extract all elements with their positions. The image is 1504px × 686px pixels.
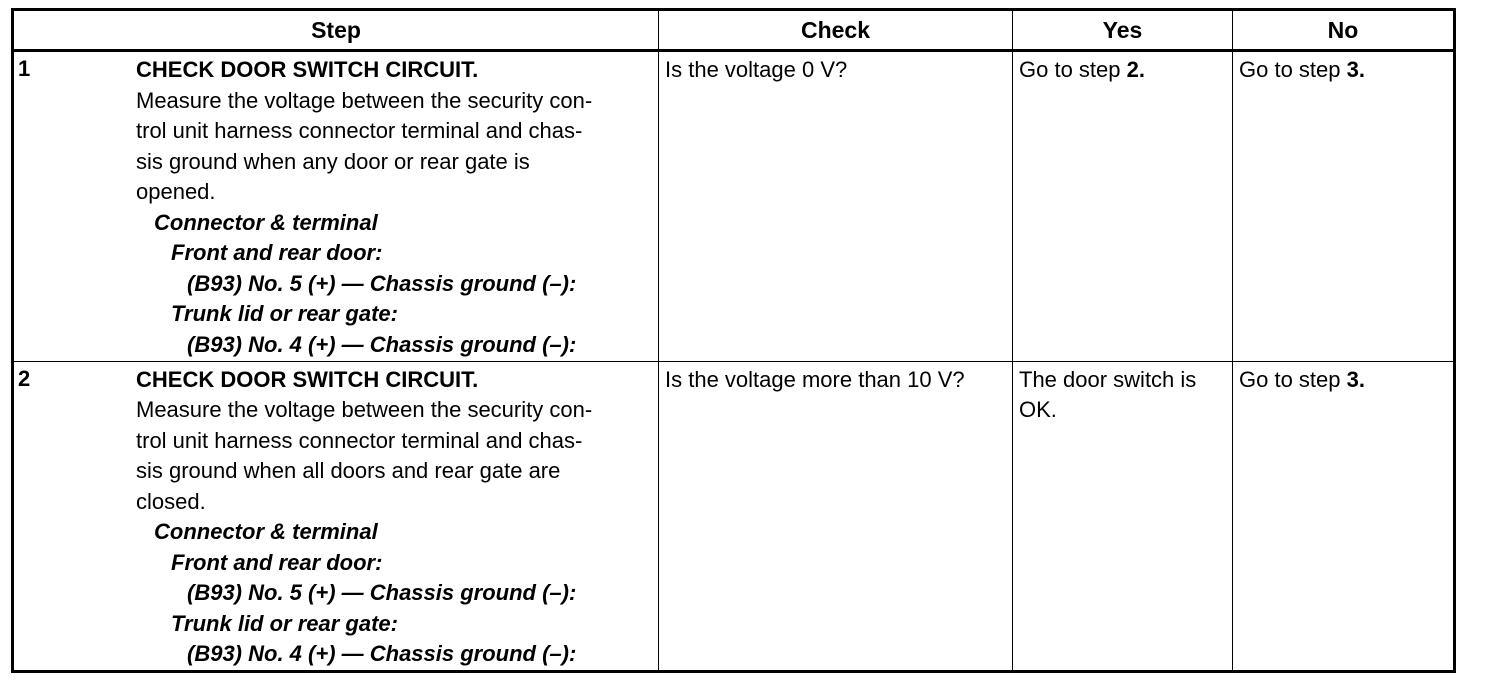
trunk-terminal: (B93) No. 4 (+) — Chassis ground (–): [187,331,577,357]
step-description: Measure the voltage between the security con- trol unit harness connector terminal and chas- sis ground when all doors and rear gate are closed. [136,397,593,514]
no-cell [1233,361,1455,671]
trunk-terminal: (B93) No. 4 (+) — Chassis ground (–): [187,641,577,667]
no-prefix: Go to step [1239,366,1347,392]
header-no: No [1233,10,1455,51]
table-row [13,361,1455,671]
trunk-label: Trunk lid or rear gate: [171,610,398,636]
step-title: CHECK DOOR SWITCH CIRCUIT. [136,57,479,83]
connector-label: Connector & terminal [154,209,378,235]
step-number: 1 [18,56,31,82]
check-cell [659,51,1013,361]
front-door-terminal: (B93) No. 5 (+) — Chassis ground (–): [187,270,577,296]
yes-cell [1013,51,1233,361]
step-title: CHECK DOOR SWITCH CIRCUIT. [136,366,479,392]
header-row [13,10,1455,51]
check-text: Is the voltage more than 10 V? [665,366,965,392]
table-row [13,51,1455,361]
check-text: Is the voltage 0 V? [665,57,848,83]
step-cell [13,361,659,671]
step-body [136,52,658,360]
step-cell [13,51,659,361]
front-door-label: Front and rear door: [171,240,383,266]
no-step-ref: 3. [1346,366,1365,392]
yes-prefix: The door switch is OK. [1019,366,1197,423]
no-step-ref: 3. [1346,57,1365,83]
trunk-label: Trunk lid or rear gate: [171,301,398,327]
step-description: Measure the voltage between the security con- trol unit harness connector terminal and chas- sis ground when any door or rear gate is opened. [136,87,593,205]
no-cell [1233,51,1455,361]
diagnostic-table [11,8,1456,673]
yes-text [1013,52,1232,86]
yes-cell [1013,361,1233,671]
no-text [1233,362,1453,396]
no-prefix: Go to step [1239,57,1347,83]
yes-text [1013,362,1232,426]
check-cell [659,361,1013,671]
header-check: Check [659,10,1013,51]
connector-label: Connector & terminal [154,519,378,545]
yes-prefix: Go to step [1019,57,1127,83]
header-step: Step [13,10,659,51]
front-door-terminal: (B93) No. 5 (+) — Chassis ground (–): [187,580,577,606]
no-text [1233,52,1453,86]
yes-step-ref: 2. [1126,57,1145,83]
step-body [136,362,658,670]
front-door-label: Front and rear door: [171,549,383,575]
header-yes: Yes [1013,10,1233,51]
step-number: 2 [18,365,31,391]
